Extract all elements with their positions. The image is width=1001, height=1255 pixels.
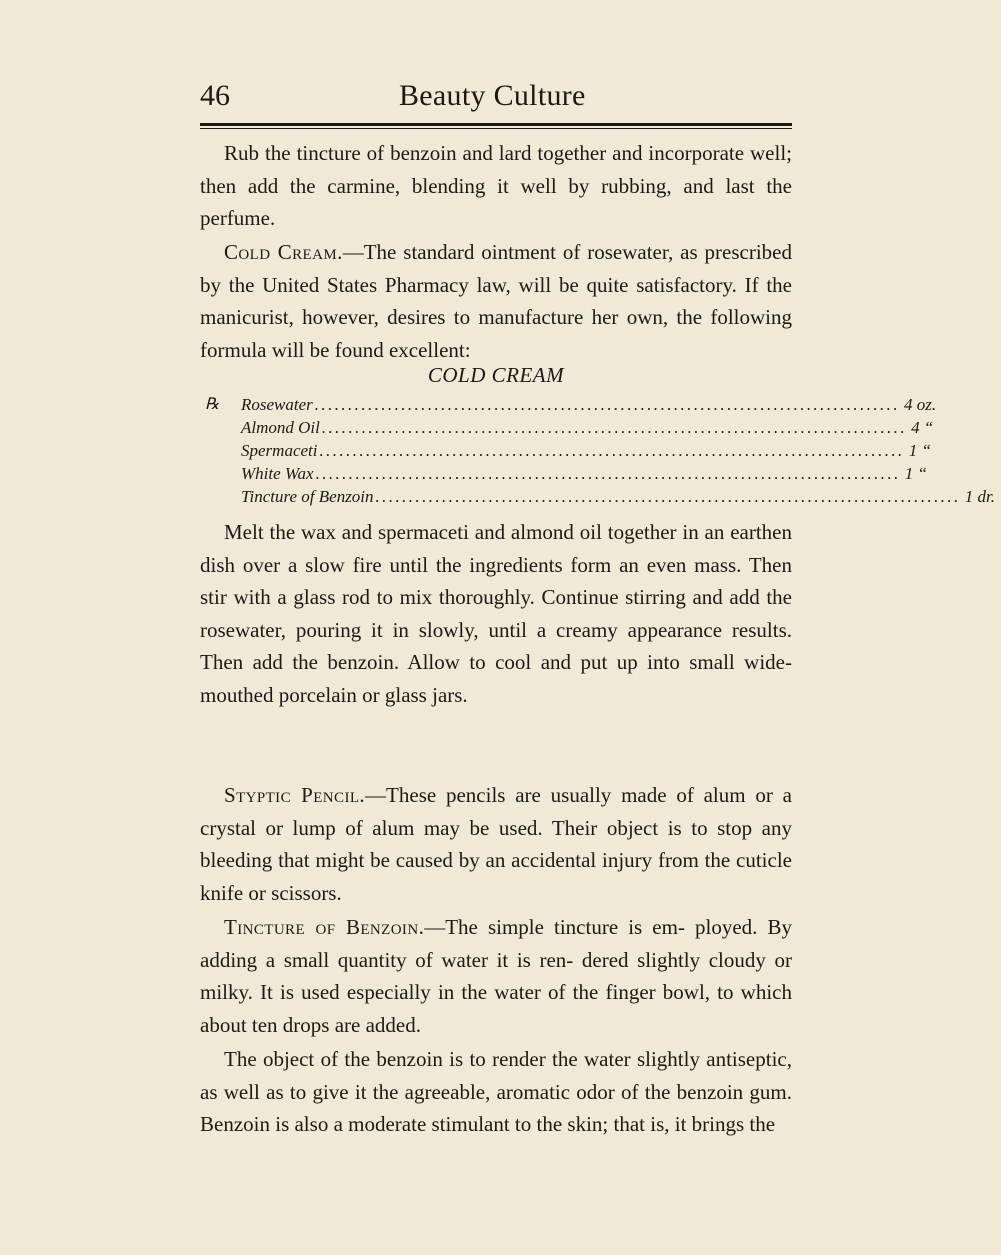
- formula-row: Almond Oil ........................................................................................ 4 “: [241, 418, 934, 437]
- header-rule-thick: [200, 123, 792, 126]
- section-heading-styptic-pencil: Styptic Pencil.: [224, 783, 366, 807]
- formula-row: Rosewater ........................................................................................ 4 oz.: [241, 395, 937, 414]
- prescription-symbol: ℞: [205, 396, 220, 413]
- paragraph-styptic-pencil: Styptic Pencil.—These pencils are usually made of alum or a crystal or lump of alum may be used. Their object is to stop any bleeding that might be caused by an accidental injury from the cuticle knife or scissors.: [200, 783, 792, 905]
- paragraph-rub: Rub the tincture of benzoin and lard together and incorporate well; then add the carmine, blending it well by rubbing, and last the perfume.: [200, 141, 792, 230]
- section-heading-tincture-of-benzoin: Tincture of Benzoin.: [224, 915, 425, 939]
- header-rule-thin: [200, 128, 792, 129]
- formula-title: COLD CREAM: [427, 363, 565, 387]
- page-number: 46: [200, 79, 230, 112]
- page-header: [200, 76, 792, 116]
- paragraph-object-of-benzoin: The object of the benzoin is to render the water slightly antiseptic, as well as to give it the agreeable, aromatic odor of the benzoin gum. Benzoin is also a moderate stimulant to the skin; that is, it brings the: [200, 1047, 792, 1136]
- running-head: Beauty Culture: [399, 79, 586, 112]
- paragraph-cold-cream: Cold Cream.—The standard ointment of rosewater, as prescribed by the United States Pharmacy law, will be quite satisfactory. If the manicurist, however, desires to manufacture her own, the following formula will be found excellent:: [200, 240, 792, 362]
- paragraph-melt: Melt the wax and spermaceti and almond oil together in an earthen dish over a slow fire until the ingredients form an even mass. Then stir with a glass rod to mix thoroughly. Continue stirring and add the rosewater, pouring it in slowly, until a creamy appearance results. Then add the benzoin. Allow to cool and put up into small wide-mouthed porcelain or glass jars.: [200, 520, 792, 707]
- section-heading-cold-cream: Cold Cream.: [224, 240, 343, 264]
- formula-row: White Wax ........................................................................................ 1 “: [241, 464, 927, 483]
- formula-row: Tincture of Benzoin ........................................................................................ 1 dr.: [241, 487, 995, 506]
- formula-row: Spermaceti ........................................................................................ 1 “: [241, 441, 931, 460]
- paragraph-tincture-of-benzoin: Tincture of Benzoin.—The simple tincture is em- ployed. By adding a small quantity of water it is ren- dered slightly cloudy or milky. It is used especially in the water of the finger bowl, to which about ten drops are added.: [200, 915, 792, 1037]
